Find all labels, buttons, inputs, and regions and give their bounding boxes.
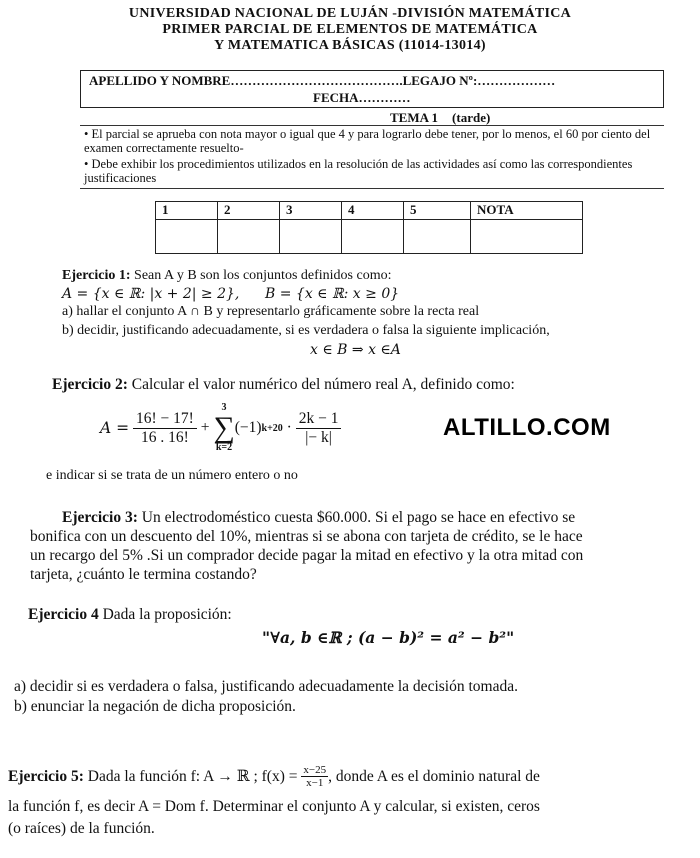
grade-cell[interactable] <box>471 220 583 254</box>
ex3-line-1 <box>62 509 575 527</box>
grade-header-5: 5 <box>404 202 471 220</box>
ex2-sum-top: 3 <box>221 402 227 413</box>
ex2-title: Ejercicio 2: <box>52 376 128 393</box>
ex5-title: Ejercicio 5: <box>8 767 84 785</box>
tema-shift: (tarde) <box>452 110 491 125</box>
ex3-title: Ejercicio 3: <box>62 509 138 526</box>
divider <box>80 125 664 126</box>
ex4-intro <box>28 606 232 624</box>
ex2-sum-bottom: k=2 <box>215 442 233 453</box>
ex2-fraction-2 <box>296 410 342 447</box>
ex2-intro <box>52 376 515 394</box>
ex1-set-a: A = {x ∈ ℝ: |x + 2| ≥ 2}, <box>62 286 240 302</box>
ex5-line-1-end: , donde A es el dominio natural de <box>328 767 540 785</box>
ex1-intro <box>62 268 392 284</box>
ex2-frac2-den: |− k| <box>305 428 332 446</box>
ex2-term: (−1) <box>234 419 262 436</box>
ex1-set-b: B = {x ∈ ℝ: x ≥ 0} <box>265 286 400 302</box>
grade-cell[interactable] <box>342 220 404 254</box>
ex2-frac2-num: 2k − 1 <box>296 410 342 429</box>
ex5-line-2: la función f, es decir A = Dom f. Determinar el conjunto A y calcular, si existen, ceros <box>8 798 540 815</box>
ex4-intro-text: Dada la proposición: <box>102 606 232 623</box>
ex2-exponent: k+20 <box>261 422 283 434</box>
ex3-line-2: bonifica con un descuento del 10%, mientras si se abona con tarjeta de crédito, se le hace <box>30 528 583 545</box>
grade-header-2: 2 <box>218 202 280 220</box>
grade-cell[interactable] <box>218 220 280 254</box>
header-line-3: Y MATEMATICA BÁSICAS (11014-13014) <box>214 38 486 53</box>
watermark-brand: ALTILLO.COM <box>443 414 611 441</box>
ex2-lhs: A = <box>100 419 130 437</box>
ex5-line-1 <box>8 764 540 789</box>
ex1-title: Ejercicio 1: <box>62 268 131 283</box>
ex5-line-3: (o raíces) de la función. <box>8 820 155 837</box>
bullet-approval: • El parcial se aprueba con nota mayor o igual que 4 y para lograrlo debe tener, por lo menos, el 60 por ciento del examen correctamente resuelto- <box>84 127 651 155</box>
summation-icon: ∑ <box>213 411 235 444</box>
ex2-plus: + <box>200 419 210 436</box>
grade-header-3: 3 <box>280 202 342 220</box>
ex2-frac-den: 16 . 16! <box>141 428 189 446</box>
tema-label <box>390 110 490 126</box>
divider <box>80 188 664 189</box>
ex2-dot: · <box>286 419 292 436</box>
ex3-line-1-text: Un electrodoméstico cuesta $60.000. Si el pago se hace en efectivo se <box>141 509 576 526</box>
ex2-formula <box>100 398 341 458</box>
ex3-line-3: un recargo del 5% .Si un comprador decide pagar la mitad en efectivo y la otra mitad con <box>30 547 584 564</box>
grade-header-4: 4 <box>342 202 404 220</box>
name-legajo-label: APELLIDO Y NOMBRE………………………………….LEGAJO Nº:……………… <box>89 73 556 88</box>
ex5-frac-num: x−25 <box>303 764 327 776</box>
ex5-intro: Dada la función f: A → ℝ ; f(x) = <box>87 768 298 785</box>
ex1-item-a: a) hallar el conjunto A ∩ B y representarlo gráficamente sobre la recta real <box>62 304 480 319</box>
grade-cell[interactable] <box>156 220 218 254</box>
grade-header-1: 1 <box>156 202 218 220</box>
grade-cell[interactable] <box>404 220 471 254</box>
student-info-box <box>80 70 664 108</box>
ex5-frac-den: x−1 <box>306 777 324 789</box>
grade-header-nota: NOTA <box>471 202 583 220</box>
ex2-frac-num: 16! − 17! <box>133 410 197 429</box>
ex4-item-b: b) enunciar la negación de dicha proposición. <box>14 698 296 715</box>
ex1-item-b: b) decidir, justificando adecuadamente, si es verdadera o falsa la siguiente implicación, <box>62 323 550 338</box>
grade-table <box>155 201 583 254</box>
ex4-item-a: a) decidir si es verdadera o falsa, justificando adecuadamente la decisión tomada. <box>14 678 518 695</box>
ex4-proposition: "∀a, b ∈ℝ ; (a − b)² = a² − b²" <box>262 628 515 647</box>
ex3-line-4: tarjeta, ¿cuánto le termina costando? <box>30 566 257 583</box>
date-label: FECHA………… <box>313 90 411 105</box>
tema-number: TEMA 1 <box>390 110 439 125</box>
grade-cell[interactable] <box>280 220 342 254</box>
header-line-2: PRIMER PARCIAL DE ELEMENTOS DE MATEMÁTICA <box>162 22 538 37</box>
ex4-title: Ejercicio 4 <box>28 606 99 623</box>
ex5-fraction <box>301 764 328 789</box>
ex1-implication: x ∈ B ⇒ x ∈A <box>310 342 401 358</box>
bullet-procedures: • Debe exhibir los procedimientos utilizados en la resolución de las actividades así como las correspondientes justificaciones <box>84 157 633 185</box>
header-line-1: UNIVERSIDAD NACIONAL DE LUJÁN -DIVISIÓN MATEMÁTICA <box>128 6 572 21</box>
ex2-intro-text: Calcular el valor numérico del número real A, definido como: <box>131 376 515 393</box>
ex1-intro-text: Sean A y B son los conjuntos definidos como: <box>134 268 392 283</box>
ex2-fraction <box>133 410 197 447</box>
ex2-outro: e indicar si se trata de un número entero o no <box>46 468 298 483</box>
ex2-summation <box>213 403 234 453</box>
